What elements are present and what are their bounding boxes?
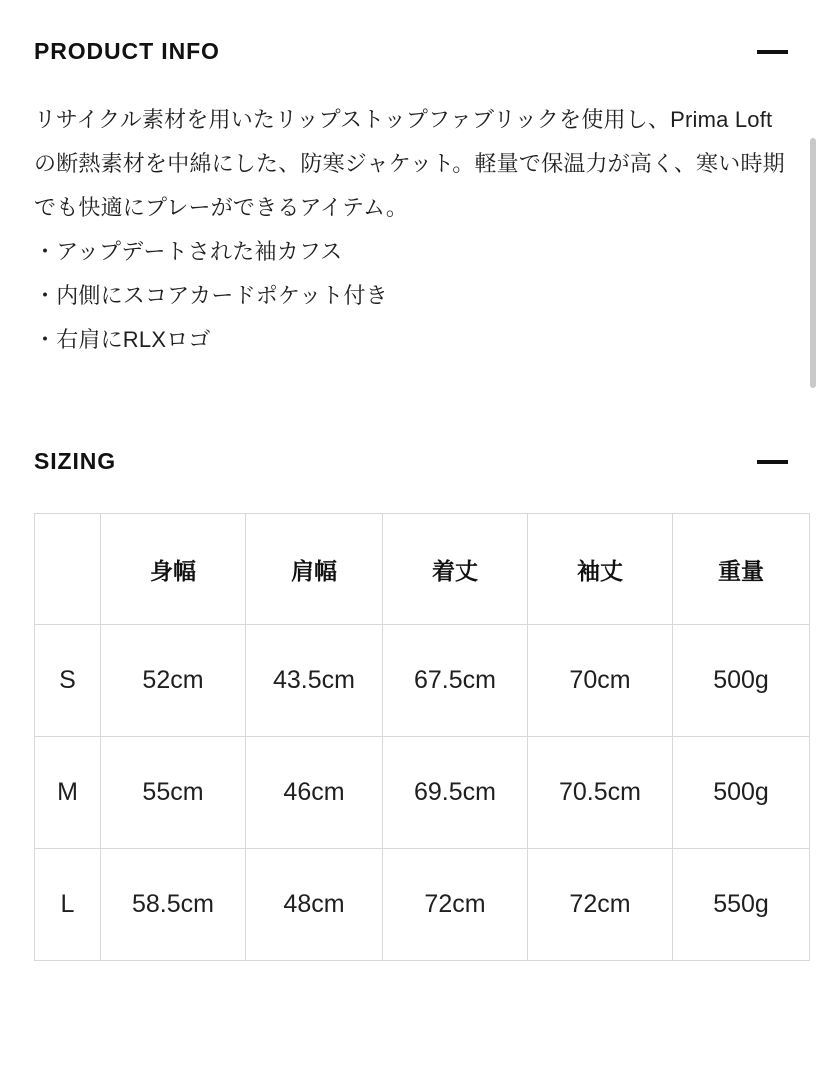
product-info-section-header[interactable] [34, 0, 788, 65]
table-cell-size: M [35, 737, 101, 849]
product-description-paragraph: リサイクル素材を用いたリップストップファブリックを使用し、Prima Loftの断熱素材を中綿にした、防寒ジャケット。軽量で保温力が高く、寒い時期でも快適にプレーができるアイテム。 [34, 107, 785, 220]
product-feature-item: ・アップデートされた袖カフス [34, 239, 343, 264]
product-feature-item: ・右肩にRLXロゴ [34, 327, 211, 352]
table-header-cell [35, 514, 101, 625]
table-cell: 70.5cm [528, 737, 673, 849]
table-cell: 55cm [101, 737, 246, 849]
vertical-scrollbar[interactable] [813, 0, 819, 1080]
table-cell: 72cm [528, 849, 673, 961]
minus-icon-bar [757, 50, 788, 54]
product-feature-item: ・内側にスコアカードポケット付き [34, 283, 388, 308]
table-header-cell: 袖丈 [528, 514, 673, 625]
table-cell-size: S [35, 625, 101, 737]
table-cell: 69.5cm [383, 737, 528, 849]
minus-icon[interactable] [754, 450, 788, 474]
sizing-title: SIZING [34, 448, 117, 474]
table-cell: 72cm [383, 849, 528, 961]
table-cell: 58.5cm [101, 849, 246, 961]
table-header-row [35, 514, 810, 625]
table-cell: 67.5cm [383, 625, 528, 737]
table-header-cell: 身幅 [101, 514, 246, 625]
table-cell: 48cm [246, 849, 383, 961]
product-description [34, 98, 786, 362]
table-header-cell: 肩幅 [246, 514, 383, 625]
table-cell-size: L [35, 849, 101, 961]
minus-icon[interactable] [754, 40, 788, 64]
table-cell: 46cm [246, 737, 383, 849]
table-cell: 550g [673, 849, 810, 961]
table-row [35, 737, 810, 849]
table-cell: 500g [673, 625, 810, 737]
table-row [35, 849, 810, 961]
minus-icon-bar [757, 460, 788, 464]
table-header-cell: 重量 [673, 514, 810, 625]
table-cell: 500g [673, 737, 810, 849]
product-info-title: PRODUCT INFO [34, 38, 220, 64]
table-cell: 70cm [528, 625, 673, 737]
scrollbar-thumb[interactable] [810, 138, 816, 388]
sizing-section-header[interactable] [34, 448, 788, 475]
table-row [35, 625, 810, 737]
table-cell: 43.5cm [246, 625, 383, 737]
table-header-cell: 着丈 [383, 514, 528, 625]
sizing-table [34, 513, 810, 961]
table-cell: 52cm [101, 625, 246, 737]
